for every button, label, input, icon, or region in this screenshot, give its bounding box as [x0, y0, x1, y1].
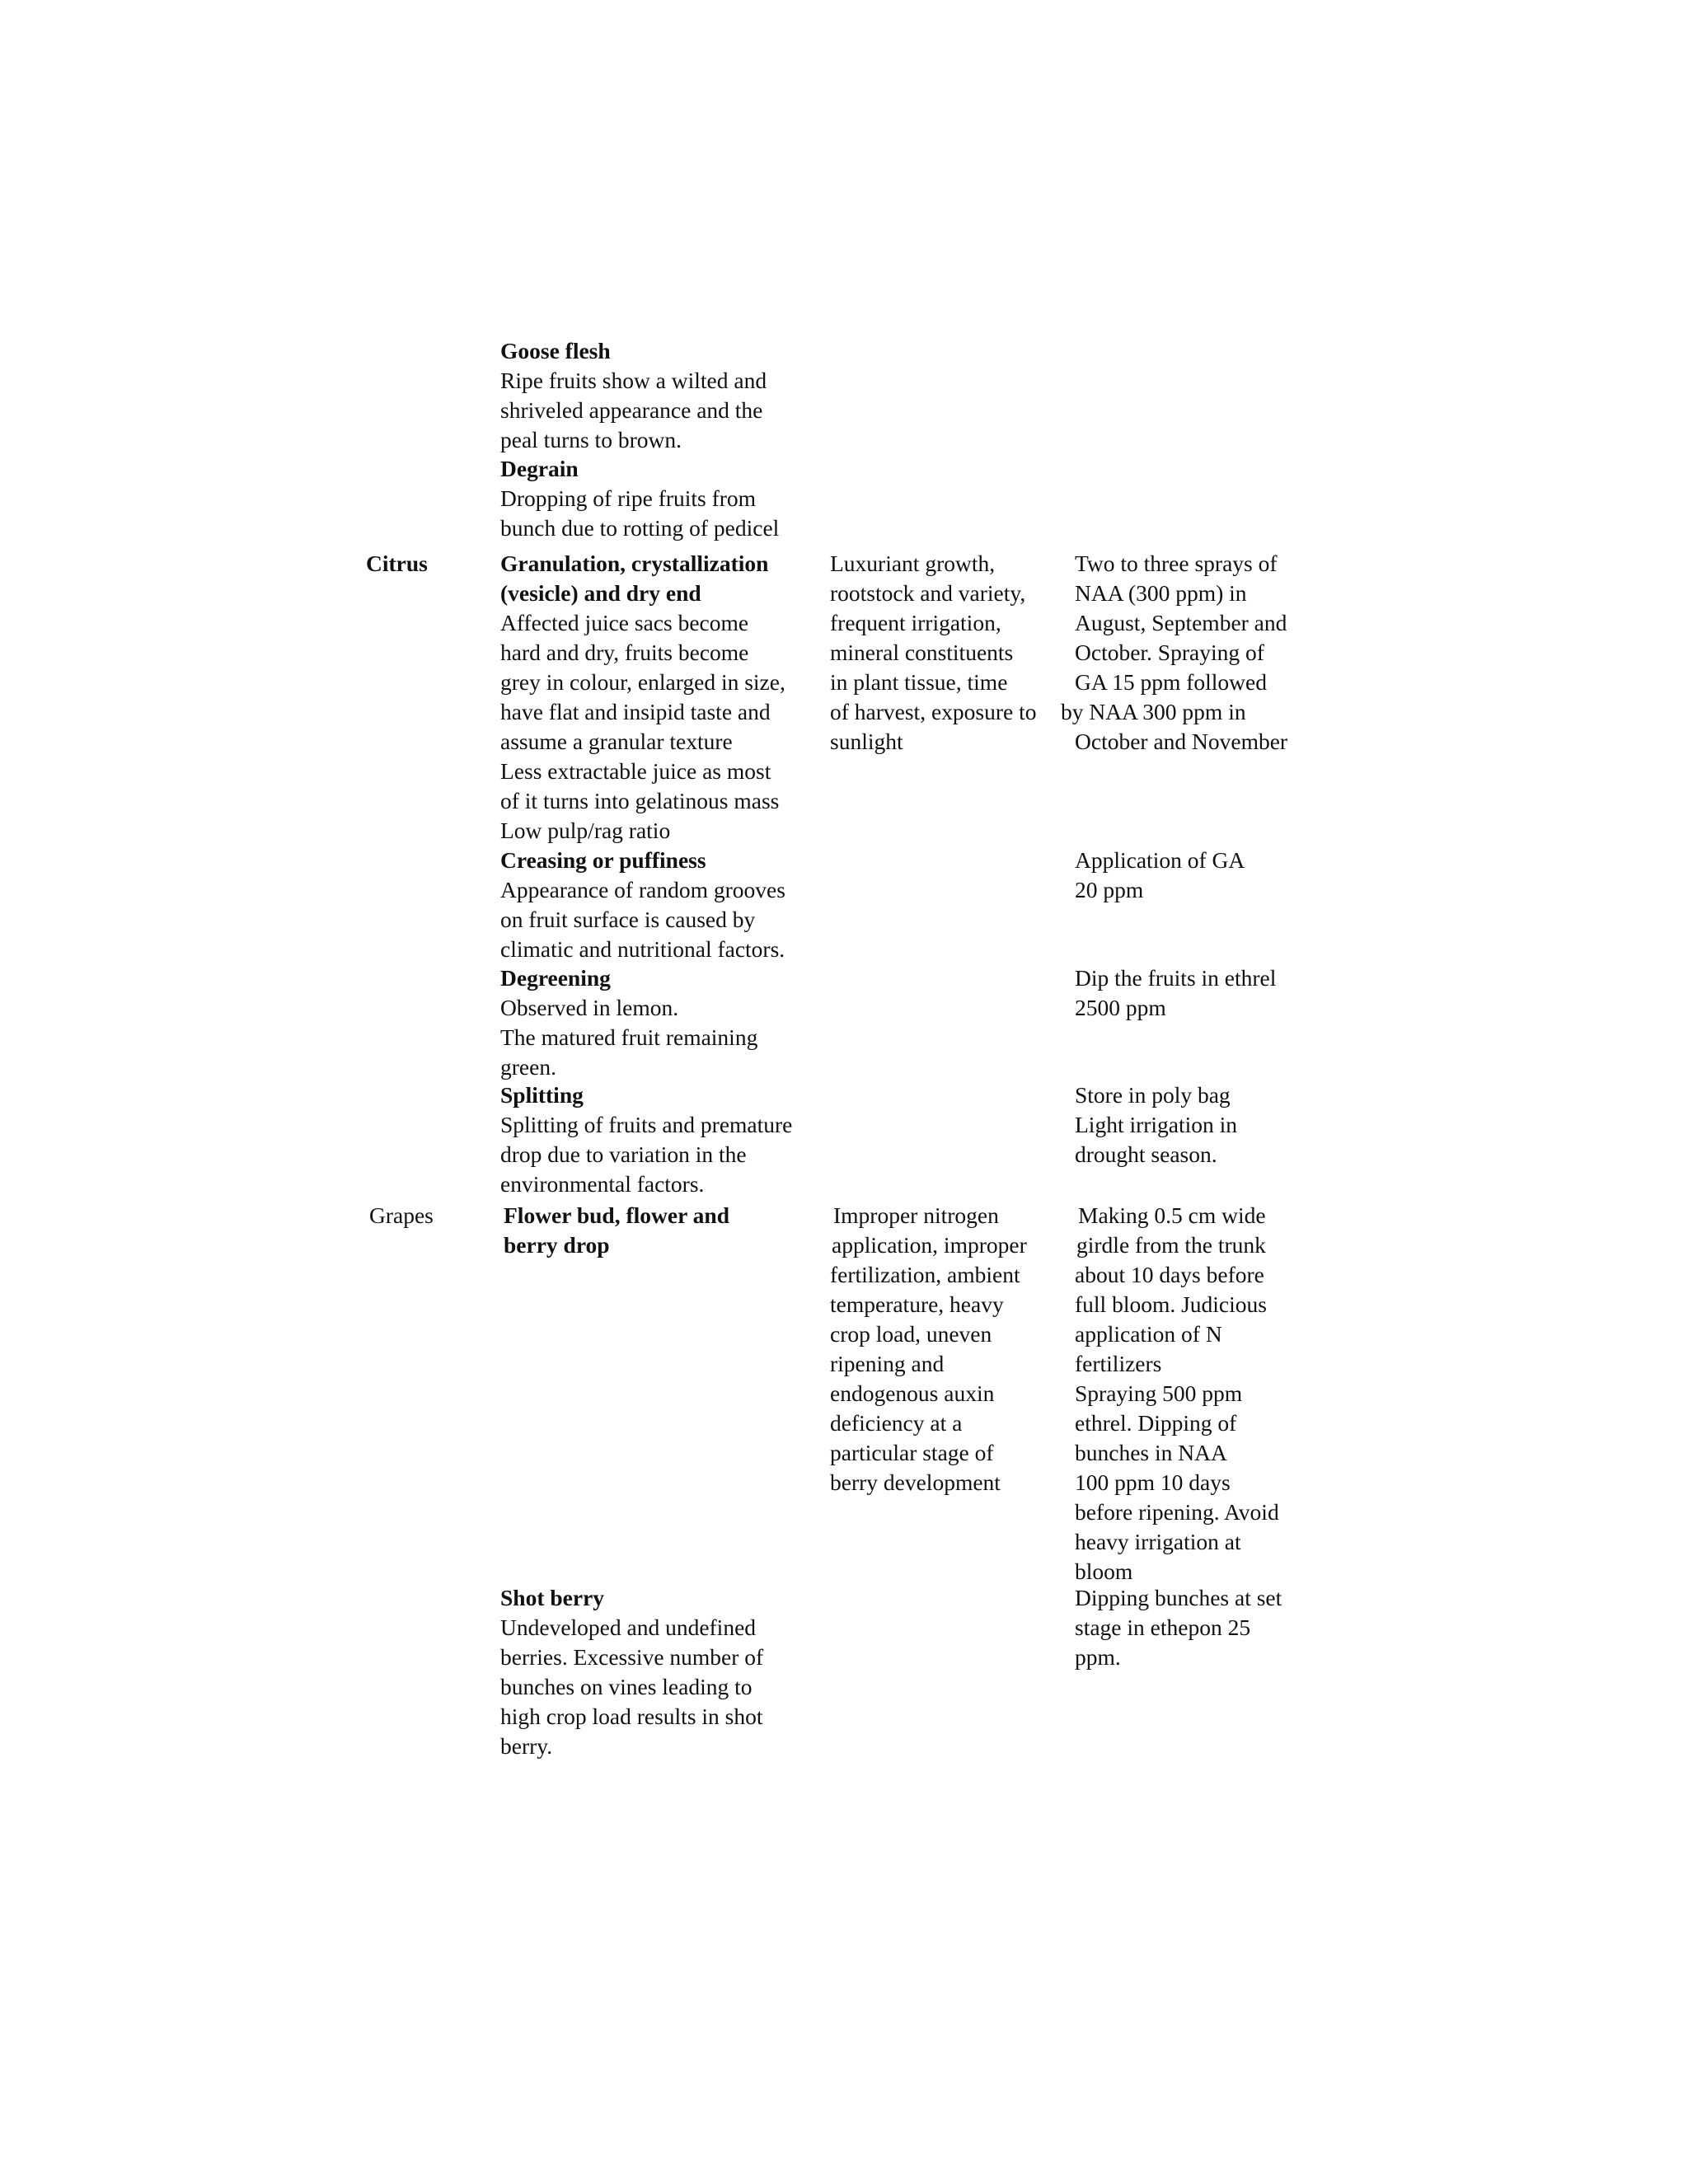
disorder-title-granulation: Granulation, crystallization [500, 551, 769, 576]
flower-drop-control-line: ethrel. Dipping of [1075, 1410, 1237, 1436]
flower-drop-cause-line: fertilization, ambient [830, 1262, 1020, 1287]
flower-drop-cause-line: particular stage of [830, 1440, 994, 1465]
granulation-control-line: October and November [1075, 729, 1288, 754]
degreening-desc-line: green. [500, 1054, 556, 1080]
disorder-title-splitting: Splitting [500, 1082, 584, 1108]
crop-name-citrus: Citrus [366, 551, 428, 576]
flower-drop-cause-line: application, improper [832, 1232, 1027, 1258]
shot-berry-desc-line: berry. [500, 1733, 553, 1759]
flower-drop-control-line: 100 ppm 10 days [1075, 1469, 1231, 1495]
disorder-title-flower-drop: berry drop [504, 1232, 610, 1258]
creasing-control-line: 20 ppm [1075, 877, 1144, 902]
goose-flesh-desc-line: shriveled appearance and the [500, 397, 763, 423]
creasing-desc-line: climatic and nutritional factors. [500, 936, 785, 962]
shot-berry-desc-line: high crop load results in shot [500, 1704, 763, 1729]
flower-drop-cause-line: endogenous auxin [830, 1380, 995, 1406]
disorder-title-degrain: Degrain [500, 456, 579, 481]
granulation-desc-line: of it turns into gelatinous mass [500, 788, 780, 813]
creasing-control-line: Application of GA [1075, 847, 1245, 873]
flower-drop-cause-line: ripening and [830, 1351, 945, 1376]
flower-drop-control-line: application of N [1075, 1321, 1222, 1347]
degreening-desc-line: The matured fruit remaining [500, 1024, 758, 1050]
disorder-title-granulation: (vesicle) and dry end [500, 580, 701, 606]
shot-berry-desc-line: bunches on vines leading to [500, 1674, 753, 1699]
splitting-desc-line: Splitting of fruits and premature [500, 1112, 793, 1137]
shot-berry-desc-line: berries. Excessive number of [500, 1644, 764, 1670]
crop-name-grapes: Grapes [369, 1202, 434, 1228]
granulation-desc-line: Affected juice sacs become [500, 610, 749, 635]
flower-drop-control-line: Spraying 500 ppm [1075, 1380, 1243, 1406]
flower-drop-control-line: fertilizers [1075, 1351, 1162, 1376]
flower-drop-control-line: Making 0.5 cm wide [1078, 1202, 1266, 1228]
granulation-control-line: October. Spraying of [1075, 640, 1264, 665]
disorder-title-flower-drop: Flower bud, flower and [504, 1202, 730, 1228]
granulation-control-line: GA 15 ppm followed [1075, 669, 1267, 695]
flower-drop-cause-line: deficiency at a [830, 1410, 963, 1436]
granulation-cause-line: rootstock and variety, [830, 580, 1026, 606]
goose-flesh-desc-line: Ripe fruits show a wilted and [500, 368, 767, 393]
granulation-desc-line: have flat and insipid taste and [500, 699, 771, 724]
shot-berry-desc-line: Undeveloped and undefined [500, 1615, 757, 1640]
flower-drop-control-line: before ripening. Avoid [1075, 1499, 1279, 1525]
disorder-title-creasing: Creasing or puffiness [500, 847, 706, 873]
degreening-control-line: 2500 ppm [1075, 995, 1166, 1020]
granulation-desc-line: grey in colour, enlarged in size, [500, 669, 785, 695]
flower-drop-control-line: girdle from the trunk [1076, 1232, 1266, 1258]
shot-berry-control-line: stage in ethepon 25 [1075, 1615, 1251, 1640]
granulation-cause-line: mineral constituents [830, 640, 1014, 665]
granulation-cause-line: of harvest, exposure to [830, 699, 1037, 724]
goose-flesh-desc-line: peal turns to brown. [500, 427, 682, 452]
granulation-control-line: NAA (300 ppm) in [1075, 580, 1247, 606]
flower-drop-control-line: bunches in NAA [1075, 1440, 1227, 1465]
flower-drop-cause-line: crop load, uneven [830, 1321, 992, 1347]
flower-drop-control-line: about 10 days before [1075, 1262, 1264, 1287]
disorder-title-goose-flesh: Goose flesh [500, 338, 611, 363]
splitting-desc-line: environmental factors. [500, 1171, 705, 1197]
flower-drop-cause-line: Improper nitrogen [833, 1202, 999, 1228]
splitting-control-line: Light irrigation in [1075, 1112, 1238, 1137]
splitting-control-line: drought season. [1075, 1141, 1217, 1167]
granulation-cause-line: Luxuriant growth, [830, 551, 996, 576]
creasing-desc-line: on fruit surface is caused by [500, 907, 756, 932]
splitting-desc-line: drop due to variation in the [500, 1141, 747, 1167]
granulation-desc-line: hard and dry, fruits become [500, 640, 749, 665]
flower-drop-control-line: heavy irrigation at [1075, 1529, 1241, 1554]
granulation-desc-line: assume a granular texture [500, 729, 733, 754]
granulation-control-line: August, September and [1075, 610, 1287, 635]
splitting-control-line: Store in poly bag [1075, 1082, 1231, 1108]
degreening-desc-line: Observed in lemon. [500, 995, 679, 1020]
granulation-cause-line: in plant tissue, time [830, 669, 1008, 695]
shot-berry-control-line: Dipping bunches at set [1075, 1585, 1282, 1610]
granulation-cause-line: frequent irrigation, [830, 610, 1001, 635]
disorder-title-degreening: Degreening [500, 965, 611, 991]
flower-drop-cause-line: temperature, heavy [830, 1291, 1004, 1317]
shot-berry-control-line: ppm. [1075, 1644, 1121, 1670]
granulation-control-line: by NAA 300 ppm in [1061, 699, 1246, 724]
degrain-desc-line: bunch due to rotting of pedicel [500, 515, 780, 541]
granulation-desc-line: Low pulp/rag ratio [500, 818, 671, 843]
granulation-desc-line: Less extractable juice as most [500, 758, 771, 784]
granulation-control-line: Two to three sprays of [1075, 551, 1278, 576]
flower-drop-control-line: full bloom. Judicious [1075, 1291, 1267, 1317]
flower-drop-control-line: bloom [1075, 1558, 1133, 1584]
granulation-cause-line: sunlight [830, 729, 903, 754]
disorder-title-shot-berry: Shot berry [500, 1585, 605, 1610]
degrain-desc-line: Dropping of ripe fruits from [500, 485, 757, 511]
flower-drop-cause-line: berry development [830, 1469, 1001, 1495]
degreening-control-line: Dip the fruits in ethrel [1075, 965, 1277, 991]
creasing-desc-line: Appearance of random grooves [500, 877, 785, 902]
